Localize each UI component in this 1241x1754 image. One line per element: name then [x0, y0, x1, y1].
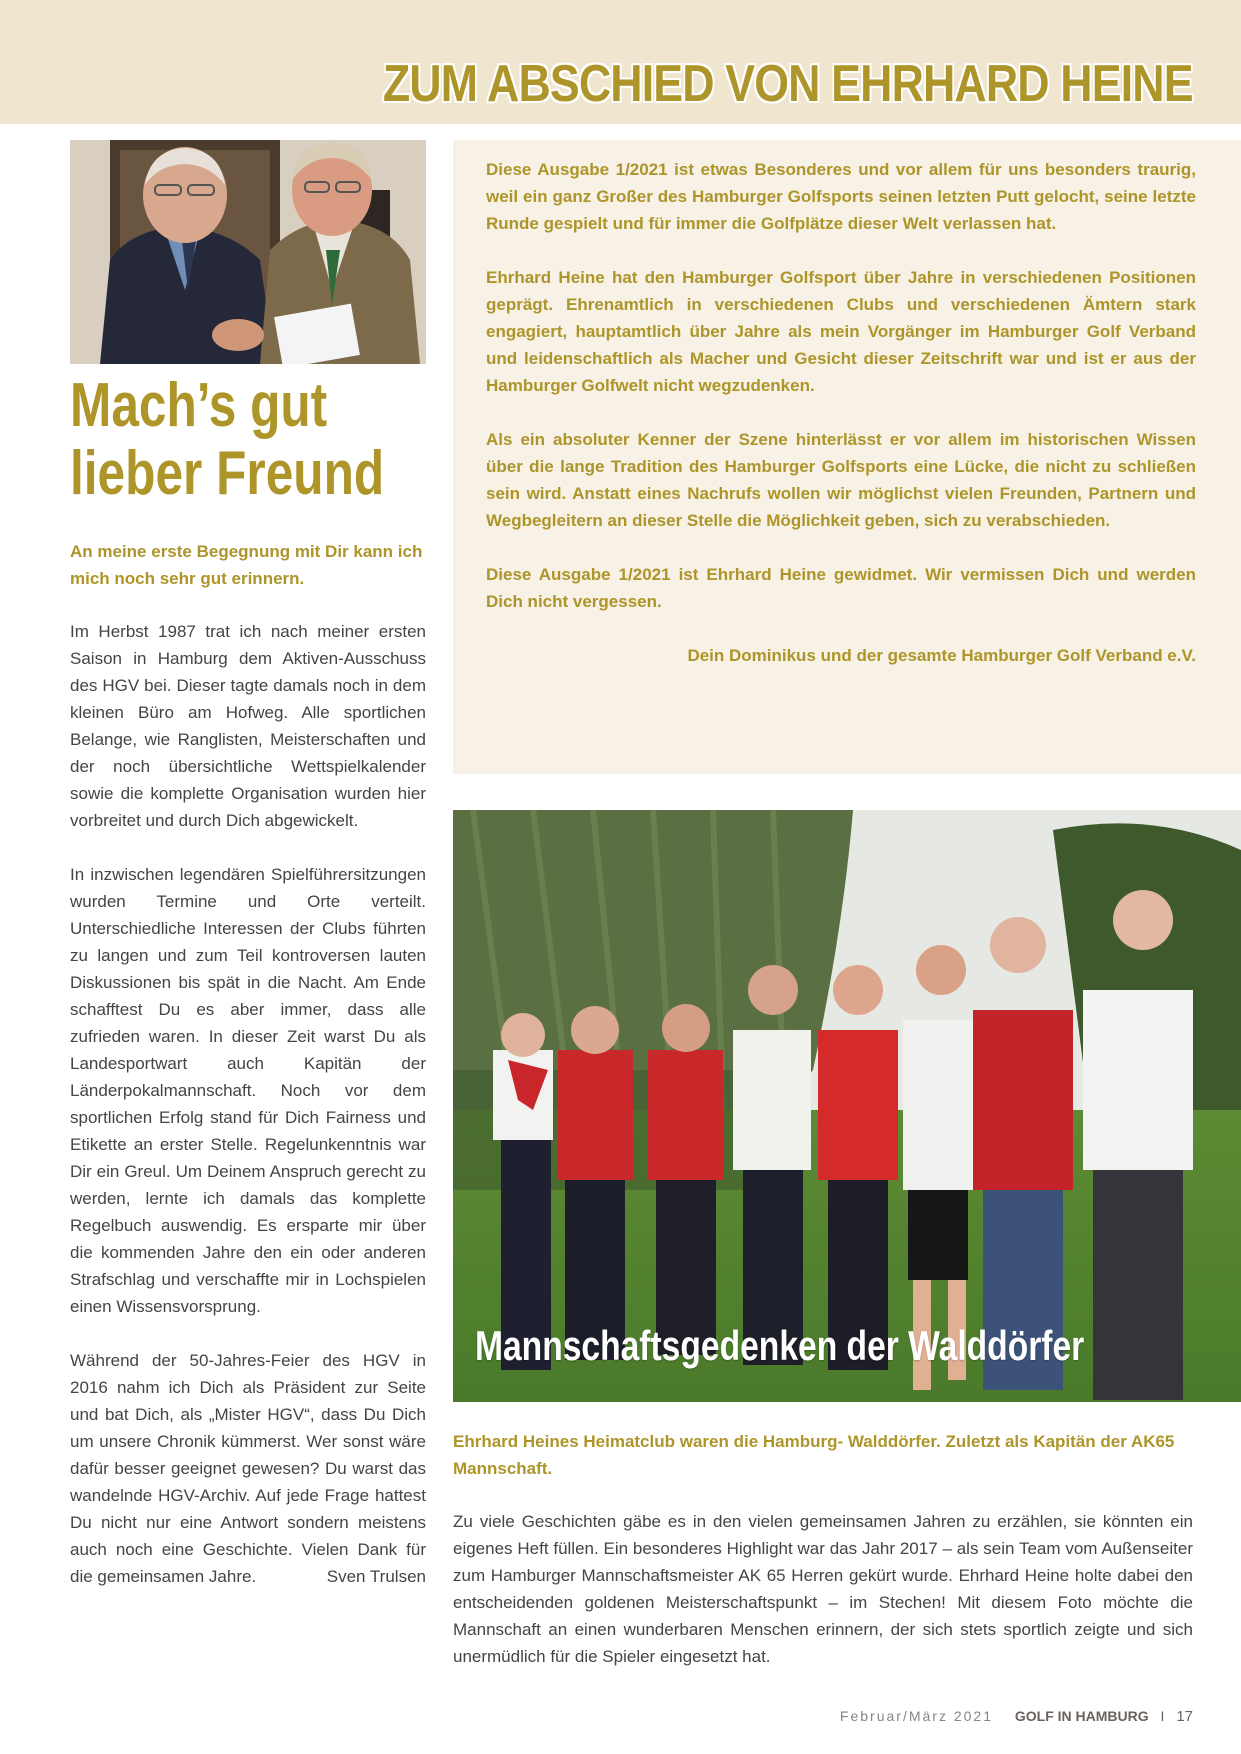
editor-paragraph: Als ein absoluter Kenner der Szene hinterlässt er vor allem im historischen Wissen über die lange Tradition des Hamburger Golfsports eine Lücke, die nicht zu schließen sein wird. Anstatt eines Nachrufs wollen wir möglichst vielen Freunden, Partnern und Wegbegleitern an dieser Stelle die Möglichkeit geben, sich zu verabschieden. [486, 430, 1196, 530]
editor-paragraph: Ehrhard Heine hat den Hamburger Golfsport über Jahre in verschiedenen Positionen geprägt. Ehrenamtlich in verschiedenen Clubs und verschiedenen Ämtern stark engagiert, hauptamtlich über Jahre als mein Vorgänger im Hamburger Golf Verband und leidenschaftlich als Macher und Gesicht dieser Zeitschrift war und ist er aus der Hamburger Golfwelt nicht wegzudenken. [486, 268, 1196, 395]
right-column-body: Zu viele Geschichten gäbe es in den vielen gemeinsamen Jahren zu erzählen, sie könnten ein eigenes Heft füllen. Ein besonderes Highlight war das Jahr 2017 – als sein Team vom Außenseiter zum Hamburger Mannschaftsmeister AK 65 Herren gekürt wurde. Ehrhard Heine holte dabei den entscheidenden goldenen Meisterschaftspunkt – im Stechen! Mit diesem Foto möchte die Mannschaft an einen wunderbaren Menschen erinnern, der sich stets sportlich zeigte und sich unermüdlich für die Spieler eingesetzt hat. [453, 1512, 1193, 1666]
page-title: ZUM ABSCHIED VON EHRHARD HEINE [383, 55, 1193, 113]
editor-note-box [453, 140, 1241, 774]
handshake-photo [70, 140, 426, 364]
body-paragraph: In inzwischen legendären Spielführersitzungen wurden Termine und Orte verteilt. Unterschiedliche Interessen der Clubs führten zu langen und zum Teil kontroversen lauten Diskussionen bis spät in die Nacht. Am Ende schafftest Du es aber immer, dass alle zufrieden waren. In dieser Zeit warst Du als Landesportwart auch Kapitän der Länderpokalmannschaft. Noch vor dem sportlichen Erfolg stand für Dich Fairness und Etikette an erster Stelle. Regelunkenntnis war Dir ein Greul. Um Deinem Anspruch gerecht zu werden, lernte ich damals das komplette Regelbuch auswendig. Es ersparte mir über die kommenden Jahre den ein oder anderen Strafschlag und verschaffte mir in Lochspielen einen Wissensvorsprung. [70, 865, 426, 1316]
lead-paragraph-right: Ehrhard Heines Heimatclub waren die Hamburg- Walddörfer. Zuletzt als Kapitän der AK65 Mannschaft. [453, 1432, 1175, 1478]
headline-line-2: lieber Freund [70, 439, 385, 508]
author-signature: Sven Trulsen [326, 1567, 426, 1586]
page-footer [840, 1708, 1193, 1725]
editor-paragraph: Diese Ausgabe 1/2021 ist Ehrhard Heine gewidmet. Wir vermissen Dich und werden Dich nicht vergessen. [486, 565, 1196, 611]
lead-paragraph-left: An meine erste Begegnung mit Dir kann ich mich noch sehr gut erinnern. [70, 542, 423, 588]
headline [70, 371, 385, 508]
issue-date: Februar/März 2021 [839, 1708, 993, 1724]
editor-signature: Dein Dominikus und der gesamte Hamburger Golf Verband e.V. [687, 646, 1196, 665]
body-paragraph: Im Herbst 1987 trat ich nach meiner ersten Saison in Hamburg dem Aktiven-Ausschuss des HGV bei. Dieser tagte damals noch in dem kleinen Büro am Hofweg. Alle sportlichen Belange, wie Ranglisten, Meisterschaften und der noch übersichtliche Wettspielkalender sowie die komplette Organisation wurden hier vorbreitet und durch Dich abgewickelt. [70, 622, 426, 830]
team-photo-caption: Mannschaftsgedenken der Walddörfer [475, 1322, 1085, 1369]
editor-paragraph: Diese Ausgabe 1/2021 ist etwas Besonderes und vor allem für uns besonders traurig, weil ein ganz Großer des Hamburger Golfsports seinen letzten Putt gelocht, seine letzte Runde gespielt und für immer die Golfplätze dieser Welt verlassen hat. [486, 160, 1196, 233]
team-photo [453, 810, 1241, 1402]
body-paragraph-with-signature [70, 1347, 426, 1590]
footer-separator: I [1160, 1708, 1165, 1724]
body-paragraph-text: Während der 50-Jahres-Feier des HGV in 2016 nahm ich Dich als Präsident zur Seite und bat Dich, als „Mister HGV“, dass Du Dich um unsere Chronik kümmerst. Wer sonst wäre dafür besser geeignet gewesen? Du warst das wandelnde HGV-Archiv. Auf jede Frage hattest Du nicht nur eine Antwort sondern meistens auch noch eine Geschichte. Vielen Dank für die gemeinsamen Jahre. [70, 1351, 426, 1586]
page-number: 17 [1176, 1708, 1193, 1725]
left-column-body [70, 618, 426, 1590]
handshake-photo-art [70, 140, 426, 364]
team-photo-art [453, 810, 1241, 1402]
magazine-name: GOLF IN HAMBURG [1014, 1708, 1149, 1724]
headline-line-1: Mach’s gut [70, 371, 328, 440]
